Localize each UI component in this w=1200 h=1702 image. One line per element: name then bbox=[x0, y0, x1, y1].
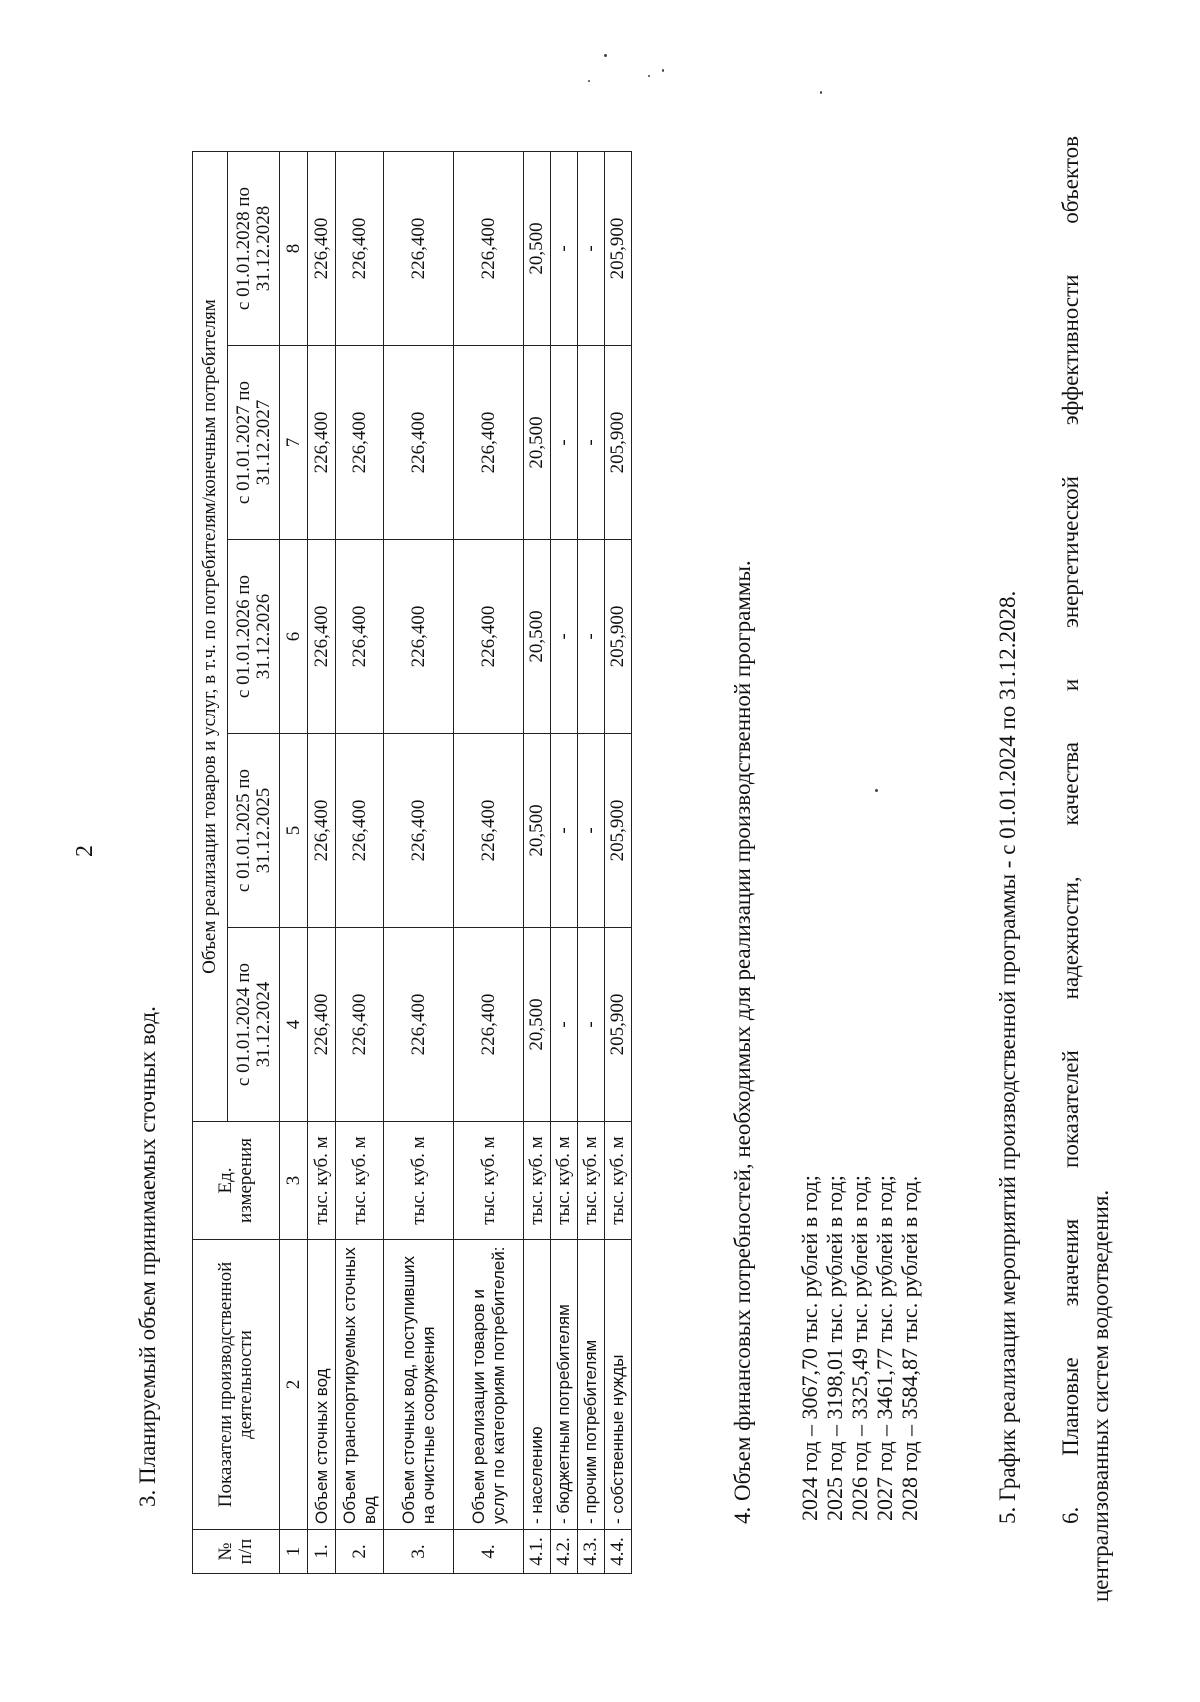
row-value: - bbox=[551, 152, 578, 346]
row-unit: тыс. куб. м bbox=[454, 1122, 524, 1240]
section-6-word: эффективности bbox=[1058, 274, 1083, 426]
section-6-title-line1 bbox=[1058, 136, 1084, 1524]
financial-line-2027: 2027 год – 3461,77 тыс. рублей в год; bbox=[872, 1175, 897, 1521]
header-group: Объем реализации товаров и услуг, в т.ч. по потребителям/конечным потребителям bbox=[193, 152, 228, 1122]
section-6-word: 6. bbox=[1058, 1506, 1083, 1524]
column-number: 5 bbox=[280, 734, 308, 928]
column-numbers-row bbox=[280, 152, 308, 1574]
row-value: 205,900 bbox=[605, 928, 632, 1122]
header-period-2024: с 01.01.2024 по 31.12.2024 bbox=[228, 928, 280, 1122]
section-4-title: 4. Объем финансовых потребностей, необходимых для реализации производственной программы. bbox=[730, 560, 755, 1524]
row-value: - bbox=[551, 928, 578, 1122]
section-6-word: и bbox=[1058, 678, 1083, 692]
row-value: 205,900 bbox=[605, 540, 632, 734]
column-number: 2 bbox=[280, 1240, 308, 1530]
financial-line-2028: 2028 год – 3584,87 тыс. рублей в год. bbox=[897, 1175, 922, 1521]
row-value: - bbox=[578, 540, 605, 734]
column-number: 6 bbox=[280, 540, 308, 734]
column-number: 7 bbox=[280, 346, 308, 540]
section-6-word: показателей bbox=[1058, 1050, 1083, 1168]
row-unit: тыс. куб. м bbox=[578, 1122, 605, 1240]
section-6-word: значения bbox=[1058, 1218, 1083, 1307]
row-value: 226,400 bbox=[336, 152, 384, 346]
header-unit: Ед. измерения bbox=[193, 1122, 280, 1240]
row-value: 226,400 bbox=[308, 346, 336, 540]
row-value: - bbox=[551, 346, 578, 540]
row-value: 205,900 bbox=[605, 346, 632, 540]
row-value: 226,400 bbox=[384, 346, 454, 540]
row-value: 226,400 bbox=[454, 540, 524, 734]
table-row bbox=[551, 152, 578, 1574]
header-period-2025: с 01.01.2025 по 31.12.2025 bbox=[228, 734, 280, 928]
scan-speck bbox=[875, 789, 878, 792]
financial-needs-list bbox=[797, 1175, 922, 1521]
row-name: Объем сточных вод, поступивших на очистные сооружения bbox=[384, 1240, 454, 1530]
column-number: 8 bbox=[280, 152, 308, 346]
table-row bbox=[384, 152, 454, 1574]
row-name: - собственные нужды bbox=[605, 1240, 632, 1530]
row-value: 226,400 bbox=[336, 734, 384, 928]
row-value: - bbox=[578, 928, 605, 1122]
row-value: 226,400 bbox=[336, 928, 384, 1122]
row-num: 1. bbox=[308, 1530, 336, 1574]
financial-line-2026: 2026 год – 3325,49 тыс. рублей в год; bbox=[847, 1175, 872, 1521]
row-value: 20,500 bbox=[524, 928, 551, 1122]
row-value: 20,500 bbox=[524, 346, 551, 540]
row-value: 226,400 bbox=[454, 928, 524, 1122]
row-name: - населению bbox=[524, 1240, 551, 1530]
header-period-2028: с 01.01.2028 по 31.12.2028 bbox=[228, 152, 280, 346]
section-6-word: объектов bbox=[1058, 136, 1083, 224]
row-unit: тыс. куб. м bbox=[524, 1122, 551, 1240]
row-name: Объем сточных вод bbox=[308, 1240, 336, 1530]
row-value: 226,400 bbox=[308, 734, 336, 928]
wastewater-volume-table bbox=[192, 151, 632, 1574]
table-row bbox=[454, 152, 524, 1574]
row-value: 226,400 bbox=[384, 540, 454, 734]
row-value: - bbox=[551, 734, 578, 928]
scan-speck bbox=[604, 54, 607, 57]
section-3-title: 3. Планируемый объем принимаемых сточных вод. bbox=[135, 1006, 160, 1507]
row-value: 226,400 bbox=[384, 152, 454, 346]
row-unit: тыс. куб. м bbox=[551, 1122, 578, 1240]
row-unit: тыс. куб. м bbox=[308, 1122, 336, 1240]
row-num: 2. bbox=[336, 1530, 384, 1574]
table-row bbox=[336, 152, 384, 1574]
section-6-title-line2: централизованных систем водоотведения. bbox=[1088, 1189, 1113, 1602]
row-num: 4. bbox=[454, 1530, 524, 1574]
row-unit: тыс. куб. м bbox=[605, 1122, 632, 1240]
column-number: 3 bbox=[280, 1122, 308, 1240]
table-row bbox=[605, 152, 632, 1574]
row-value: 20,500 bbox=[524, 540, 551, 734]
table-row bbox=[524, 152, 551, 1574]
row-name: - бюджетным потребителям bbox=[551, 1240, 578, 1530]
row-unit: тыс. куб. м bbox=[336, 1122, 384, 1240]
column-number: 4 bbox=[280, 928, 308, 1122]
financial-line-2024: 2024 год – 3067,70 тыс. рублей в год; bbox=[797, 1175, 822, 1521]
row-name: Объем реализации товаров и услуг по категориям потребителей: bbox=[454, 1240, 524, 1530]
column-number: 1 bbox=[280, 1530, 308, 1574]
row-num: 4.4. bbox=[605, 1530, 632, 1574]
row-value: - bbox=[578, 152, 605, 346]
section-5-title: 5. График реализации мероприятий производственной программы - с 01.01.2024 по 31.12.2028. bbox=[995, 590, 1020, 1524]
row-value: 226,400 bbox=[308, 152, 336, 346]
scan-speck bbox=[820, 91, 822, 94]
row-num: 4.1. bbox=[524, 1530, 551, 1574]
row-value: 226,400 bbox=[454, 734, 524, 928]
row-num: 4.3. bbox=[578, 1530, 605, 1574]
section-6-word: качества bbox=[1058, 741, 1083, 826]
row-value: 205,900 bbox=[605, 734, 632, 928]
scan-speck bbox=[662, 69, 664, 72]
scan-speck bbox=[648, 75, 650, 77]
row-value: 226,400 bbox=[308, 928, 336, 1122]
scan-speck bbox=[588, 80, 590, 82]
financial-line-2025: 2025 год – 3198,01 тыс. рублей в год; bbox=[822, 1175, 847, 1521]
row-name: - прочим потребителям bbox=[578, 1240, 605, 1530]
table-row bbox=[308, 152, 336, 1574]
row-value: 226,400 bbox=[384, 734, 454, 928]
row-unit: тыс. куб. м bbox=[384, 1122, 454, 1240]
row-value: - bbox=[578, 346, 605, 540]
row-value: 205,900 bbox=[605, 152, 632, 346]
row-value: 226,400 bbox=[308, 540, 336, 734]
row-value: 226,400 bbox=[336, 346, 384, 540]
row-value: 226,400 bbox=[384, 928, 454, 1122]
row-value: 20,500 bbox=[524, 152, 551, 346]
table-row bbox=[578, 152, 605, 1574]
row-value: - bbox=[578, 734, 605, 928]
header-num: № п/п bbox=[193, 1530, 280, 1574]
row-name: Объем транспортируемых сточных вод bbox=[336, 1240, 384, 1530]
header-period-2027: с 01.01.2027 по 31.12.2027 bbox=[228, 346, 280, 540]
row-num: 4.2. bbox=[551, 1530, 578, 1574]
section-6-word: надежности, bbox=[1058, 876, 1083, 1000]
row-value: 20,500 bbox=[524, 734, 551, 928]
section-6-word: энергетической bbox=[1058, 476, 1083, 629]
row-value: 226,400 bbox=[454, 152, 524, 346]
page-number: 2 bbox=[72, 845, 98, 857]
row-num: 3. bbox=[384, 1530, 454, 1574]
header-indicator: Показатели производственной деятельности bbox=[193, 1240, 280, 1530]
row-value: 226,400 bbox=[336, 540, 384, 734]
row-value: 226,400 bbox=[454, 346, 524, 540]
section-6-word: Плановые bbox=[1058, 1357, 1083, 1456]
row-value: - bbox=[551, 540, 578, 734]
header-period-2026: с 01.01.2026 по 31.12.2026 bbox=[228, 540, 280, 734]
